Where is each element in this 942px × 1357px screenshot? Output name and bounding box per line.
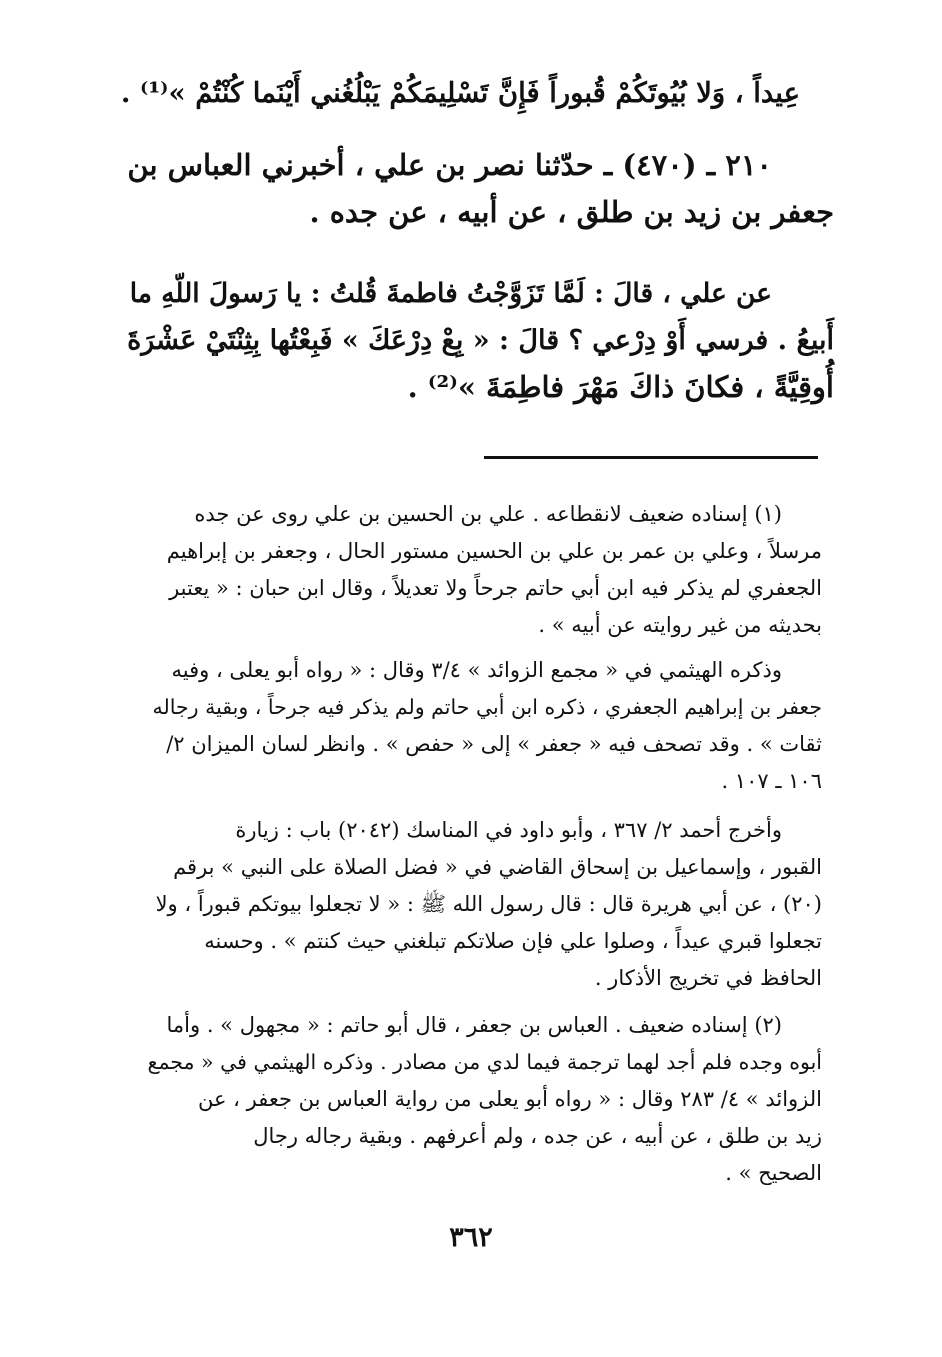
hadith-210-text — [119, 270, 834, 411]
text-line: (٢٠) ، عن أبي هريرة قال : قال رسول الله ﷺ : « لا تجعلوا بيوتكم قبوراً ، ولا — [155, 892, 822, 916]
text-line: عن علي ، قالَ : لَمَّا تَزَوَّجْتُ فاطمةَ قُلتُ : يا رَسولَ اللّهِ ما — [129, 278, 772, 309]
page-number: ٣٦٢ — [449, 1222, 493, 1253]
footnote-1 — [137, 496, 822, 644]
text-line: الزوائد » ٤/ ٢٨٣ وقال : « رواه أبو يعلى من رواية العباس بن جعفر ، عن — [197, 1087, 822, 1111]
hadith-210-chain — [119, 142, 834, 236]
text-line: الجعفري لم يذكر فيه ابن أبي حاتم جرحاً ولا تعديلاً ، وقال ابن حبان : « يعتبر — [169, 576, 822, 600]
text-line: وذكره الهيثمي في « مجمع الزوائد » ٣/٤ وقال : « رواه أبو يعلى ، وفيه — [171, 658, 782, 682]
footnote-1-paragraph-3 — [137, 812, 822, 997]
text-line: ٢١٠ ـ (٤٧٠) ـ حدّثنا نصر بن علي ، أخبرني العباس بن — [127, 148, 772, 182]
text-line: ١٠٦ ـ ١٠٧ . — [721, 769, 822, 793]
text-line: الصحيح » . — [725, 1161, 822, 1185]
footnote-separator — [484, 456, 818, 459]
text-line: جعفر بن زيد بن طلق ، عن أبيه ، عن جده . — [309, 195, 834, 229]
text-line: أَبيعُ . فرسي أَوْ دِرْعي ؟ قالَ : « بِعْ دِرْعَكَ » فَبِعْتُها بِثِنْتَيْ عَشْرَةَ — [127, 325, 834, 356]
text-line: عِيداً ، وَلا بُيُوتَكُمْ قُبوراً فَإِنَّ تَسْلِيمَكُمْ يَبْلُغُني أَيْنَما كُنْتُمْ »⁽¹⁾ . — [120, 77, 800, 109]
text-line: الحافظ في تخريج الأذكار . — [594, 966, 822, 990]
text-line: بحديثه من غير روايته عن أبيه » . — [538, 613, 822, 637]
footnote-2 — [137, 1007, 822, 1192]
text-line: تجعلوا قبري عيداً ، وصلوا علي فإن صلاتكم تبلغني حيث كنتم » . وحسنه — [204, 929, 822, 953]
text-line: أُوقِيَّةً ، فكانَ ذاكَ مَهْرَ فاطِمَةَ »⁽²⁾ . — [407, 370, 834, 404]
text-line: جعفر بن إبراهيم الجعفري ، ذكره ابن أبي حاتم ولم يذكر فيه جرحاً ، وبقية رجاله — [152, 695, 822, 719]
hadith-continuation — [120, 70, 800, 117]
text-line: زيد بن طلق ، عن أبيه ، عن جده ، ولم أعرفهم . وبقية رجاله رجال — [253, 1124, 822, 1148]
text-line: (٢) إسناده ضعيف . العباس بن جعفر ، قال أبو حاتم : « مجهول » . وأما — [166, 1013, 782, 1037]
text-line: أبوه وجده فلم أجد لهما ترجمة فيما لدي من مصادر . وذكره الهيثمي في « مجمع — [147, 1050, 822, 1074]
text-line: القبور ، وإسماعيل بن إسحاق القاضي في « فضل الصلاة على النبي » برقم — [173, 855, 822, 879]
text-line: (١) إسناده ضعيف لانقطاعه . علي بن الحسين بن علي روى عن جده — [194, 502, 782, 526]
text-line: وأخرج أحمد ٢/ ٣٦٧ ، وأبو داود في المناسك (٢٠٤٢) باب : زيارة — [235, 818, 782, 842]
text-line: مرسلاً ، وعلي بن عمر بن علي بن الحسين مستور الحال ، وجعفر بن إبراهيم — [166, 539, 822, 563]
text-line: ثقات » . وقد تصحف فيه « جعفر » إلى « حفص » . وانظر لسان الميزان ٢/ — [166, 732, 822, 756]
footnote-1-paragraph-2 — [137, 652, 822, 800]
